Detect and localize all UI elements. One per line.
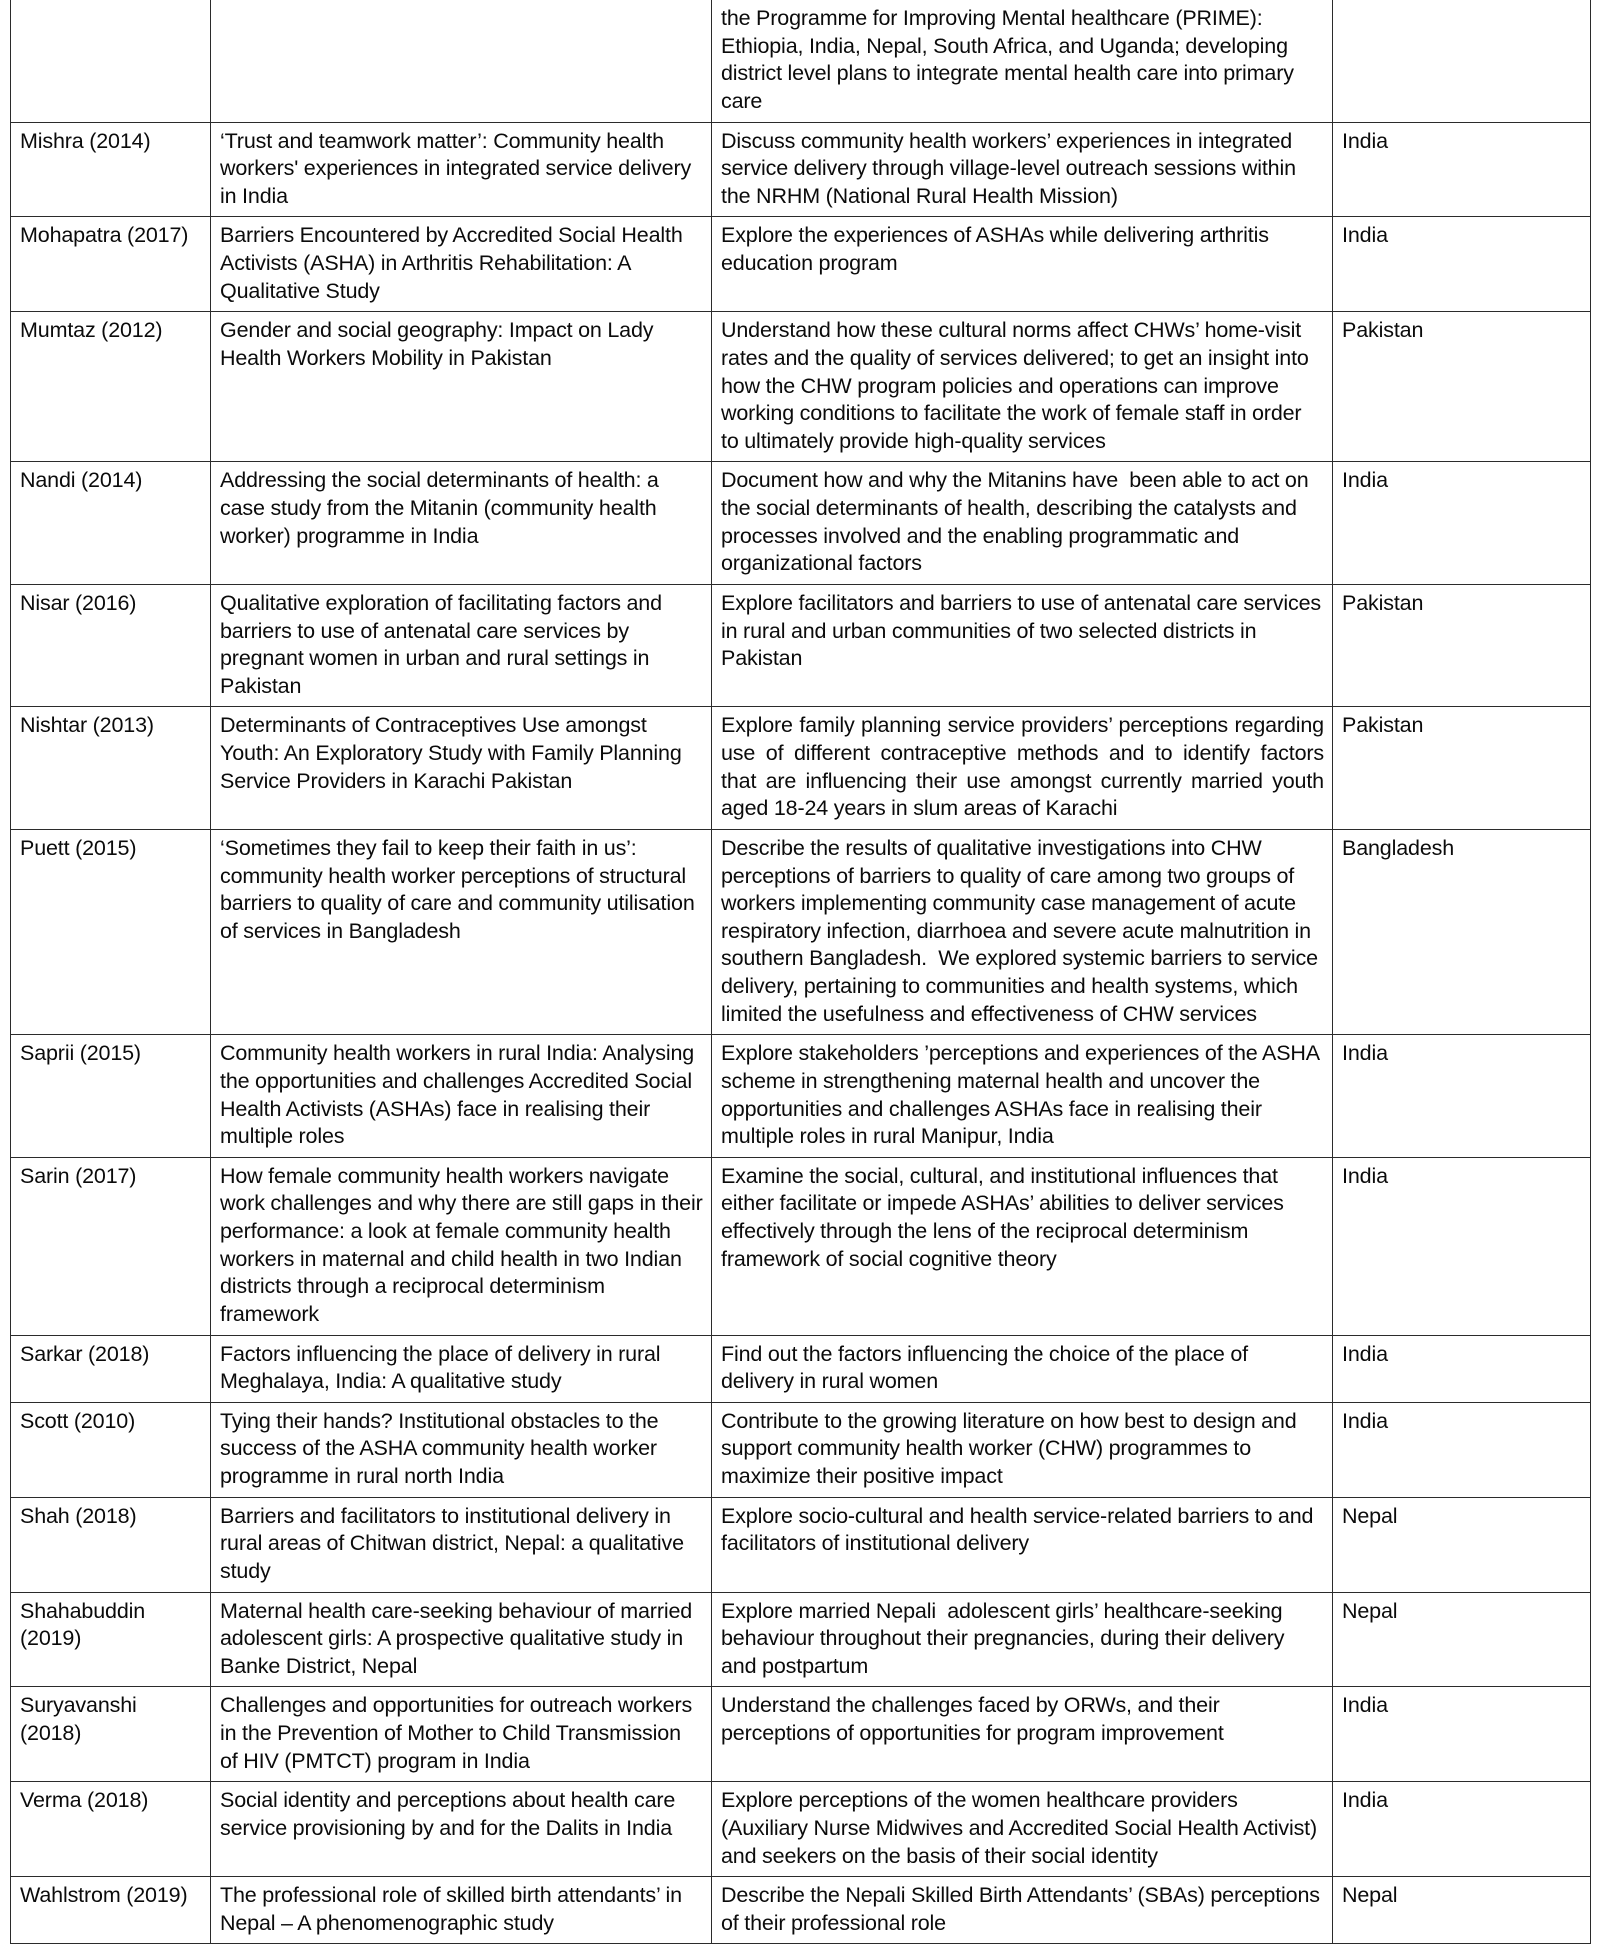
cell-author-text: Nishtar (2013) [20, 713, 154, 738]
table-row [11, 1402, 1591, 1497]
cell-author [11, 1497, 211, 1592]
cell-title [211, 1687, 712, 1782]
cell-author [11, 217, 211, 312]
cell-aim-text: Discuss community health workers’ experiences in integrated service delivery through village-level outreach sessions within the NRHM (National Rural Health Mission) [721, 128, 1302, 208]
cell-title-text: Determinants of Contraceptives Use amongst Youth: An Exploratory Study with Family Planning Service Providers in Karachi Pakistan [220, 713, 688, 793]
cell-author-text: Wahlstrom (2019) [20, 1883, 188, 1908]
cell-aim-text: the Programme for Improving Mental healthcare (PRIME): Ethiopia, India, Nepal, South Africa, and Uganda; developing district level plans to integrate mental health care into primary care [721, 6, 1300, 113]
table-row [11, 217, 1591, 312]
cell-country-text: Nepal [1342, 1503, 1398, 1528]
table-row [11, 1035, 1591, 1158]
cell-author [11, 1035, 211, 1158]
table-row [11, 122, 1591, 217]
cell-aim [712, 1782, 1333, 1877]
table-row [11, 707, 1591, 830]
cell-country [1333, 462, 1591, 585]
table-row [11, 1782, 1591, 1877]
cell-title-text: Challenges and opportunities for outreach workers in the Prevention of Mother to Child Transmission of HIV (PMTCT) program in India [220, 1693, 698, 1773]
cell-country-text: Nepal [1342, 1598, 1398, 1623]
cell-author [11, 1402, 211, 1497]
cell-author [11, 1687, 211, 1782]
cell-author-text: Mishra (2014) [20, 128, 151, 153]
cell-title [211, 217, 712, 312]
cell-title [211, 1402, 712, 1497]
cell-author-text: Verma (2018) [20, 1788, 149, 1813]
cell-title [211, 829, 712, 1034]
cell-author-text: Nandi (2014) [20, 468, 143, 493]
cell-author [11, 829, 211, 1034]
cell-aim [712, 1877, 1333, 1944]
cell-country-text: India [1342, 1693, 1388, 1718]
cell-title [211, 1335, 712, 1402]
cell-author [11, 122, 211, 217]
cell-aim [712, 312, 1333, 462]
cell-title-text: ‘Trust and teamwork matter’: Community health workers' experiences in integrated service delivery in India [220, 128, 697, 208]
cell-title-text: Maternal health care-seeking behaviour of married adolescent girls: A prospective qualitative study in Banke District, Nepal [220, 1598, 698, 1678]
cell-aim [712, 1335, 1333, 1402]
cell-aim [712, 1402, 1333, 1497]
cell-author [11, 462, 211, 585]
cell-aim [712, 462, 1333, 585]
cell-title [211, 1497, 712, 1592]
cell-author-text: Suryavanshi (2018) [20, 1693, 143, 1745]
cell-aim-text: Understand how these cultural norms affect CHWs’ home-visit rates and the quality of services delivered; to get an insight into how the CHW program policies and operations can improve working conditions to facilitate the work of female staff in order to ultimately provide high-quality services [721, 318, 1315, 453]
cell-aim-text: Explore family planning service providers’ perceptions regarding use of different contraceptive methods and to identify factors that are influencing their use amongst currently married youth aged 18-24 years in slum areas of Karachi [721, 713, 1330, 821]
cell-title [211, 584, 712, 707]
cell-author [11, 1592, 211, 1687]
cell-title-text: Factors influencing the place of delivery in rural Meghalaya, India: A qualitative study [220, 1341, 667, 1394]
cell-aim-text: Describe the Nepali Skilled Birth Attendants’ (SBAs) perceptions of their professional role [721, 1883, 1326, 1935]
cell-aim-text: Explore perceptions of the women healthcare providers (Auxiliary Nurse Midwives and Accredited Social Health Activist) and seekers on the basis of their social identity [721, 1788, 1323, 1868]
cell-country-text: Pakistan [1342, 318, 1424, 343]
cell-aim [712, 1592, 1333, 1687]
cell-title-text: Barriers Encountered by Accredited Social Health Activists (ASHA) in Arthritis Rehabilitation: A Qualitative Study [220, 223, 688, 303]
cell-country [1333, 1402, 1591, 1497]
cell-country [1333, 707, 1591, 830]
cell-aim [712, 0, 1333, 122]
cell-aim [712, 1497, 1333, 1592]
cell-author-text: Mohapatra (2017) [20, 223, 189, 248]
cell-title-text: Barriers and facilitators to institutional delivery in rural areas of Chitwan district, Nepal: a qualitative study [220, 1503, 690, 1583]
table-row [11, 0, 1591, 122]
cell-title-text: The professional role of skilled birth attendants’ in Nepal – A phenomenographic study [220, 1883, 688, 1935]
cell-aim [712, 217, 1333, 312]
cell-aim-text: Explore the experiences of ASHAs while delivering arthritis education program [721, 223, 1275, 275]
cell-country [1333, 829, 1591, 1034]
cell-author-text: Nisar (2016) [20, 590, 137, 615]
cell-country-text: India [1342, 1163, 1388, 1188]
cell-aim [712, 584, 1333, 707]
cell-country-text: Pakistan [1342, 713, 1424, 738]
cell-aim-text: Describe the results of qualitative investigations into CHW perceptions of barriers to quality of care among two groups of workers implementing community case management of acute respiratory infection, diarrhoea and severe acute malnutrition in southern Bangladesh. We explored systemic barriers to service delivery, pertaining to communities and health systems, which limited the usefulness and effectiveness of CHW services [721, 835, 1324, 1026]
cell-author-text: Puett (2015) [20, 835, 137, 860]
cell-title [211, 1592, 712, 1687]
cell-country [1333, 1782, 1591, 1877]
cell-country-text: India [1342, 1041, 1388, 1066]
cell-author-text: Saprii (2015) [20, 1041, 141, 1066]
cell-title [211, 462, 712, 585]
cell-country [1333, 122, 1591, 217]
cell-country [1333, 312, 1591, 462]
cell-author-text: Shahabuddin (2019) [20, 1598, 151, 1651]
cell-country-text: Pakistan [1342, 590, 1424, 615]
table-row [11, 1877, 1591, 1944]
cell-author-text: Mumtaz (2012) [20, 318, 163, 343]
cell-author [11, 1335, 211, 1402]
cell-aim [712, 707, 1333, 830]
cell-author [11, 584, 211, 707]
cell-country-text: Bangladesh [1342, 835, 1455, 860]
cell-country-text: Nepal [1342, 1883, 1398, 1908]
cell-title-text: Gender and social geography: Impact on Lady Health Workers Mobility in Pakistan [220, 318, 660, 370]
cell-country [1333, 584, 1591, 707]
table-row [11, 829, 1591, 1034]
cell-title-text: Tying their hands? Institutional obstacles to the success of the ASHA community health worker programme in rural north India [220, 1408, 665, 1488]
cell-title [211, 312, 712, 462]
cell-country-text: India [1342, 1408, 1388, 1433]
cell-country [1333, 1035, 1591, 1158]
cell-author [11, 707, 211, 830]
cell-author [11, 1877, 211, 1944]
cell-country [1333, 1592, 1591, 1687]
cell-aim-text: Document how and why the Mitanins have been able to act on the social determinants of health, describing the catalysts and processes involved and the enabling programmatic and organizational factors [721, 468, 1315, 576]
cell-title-text: How female community health workers navigate work challenges and why there are still gaps in their performance: a look at female community health workers in maternal and child health in two Indian districts through a reciprocal determinism framework [220, 1163, 709, 1326]
cell-country [1333, 0, 1591, 122]
cell-aim-text: Explore stakeholders ’perceptions and experiences of the ASHA scheme in strengthening maternal health and uncover the opportunities and challenges ASHAs face in realising their multiple roles in rural Manipur, India [721, 1041, 1325, 1149]
cell-country [1333, 1497, 1591, 1592]
cell-author [11, 312, 211, 462]
cell-country [1333, 1687, 1591, 1782]
cell-aim [712, 122, 1333, 217]
table-row [11, 1687, 1591, 1782]
table-row [11, 1157, 1591, 1335]
cell-aim-text: Explore socio-cultural and health service-related barriers to and facilitators of institutional delivery [721, 1503, 1319, 1556]
cell-author [11, 1157, 211, 1335]
cell-country [1333, 1335, 1591, 1402]
cell-author [11, 1782, 211, 1877]
cell-aim [712, 1687, 1333, 1782]
cell-title [211, 1035, 712, 1158]
cell-aim-text: Contribute to the growing literature on how best to design and support community health worker (CHW) programmes to maximize their positive impact [721, 1408, 1303, 1488]
cell-country [1333, 1877, 1591, 1944]
table-row [11, 462, 1591, 585]
cell-title [211, 122, 712, 217]
cell-title [211, 1782, 712, 1877]
cell-author-text: Shah (2018) [20, 1503, 137, 1528]
cell-aim-text: Explore married Nepali adolescent girls’ healthcare-seeking behaviour throughout their pregnancies, during their delivery and postpartum [721, 1598, 1290, 1678]
cell-aim [712, 1035, 1333, 1158]
cell-country-text: India [1342, 1341, 1388, 1366]
cell-title-text: Community health workers in rural India: Analysing the opportunities and challenges Accredited Social Health Activists (ASHAs) face in realising their multiple roles [220, 1041, 700, 1149]
cell-country-text: India [1342, 1788, 1388, 1813]
cell-aim-text: Explore facilitators and barriers to use of antenatal care services in rural and urban communities of two selected districts in Pakistan [721, 590, 1327, 671]
cell-title [211, 1877, 712, 1944]
cell-author-text: Scott (2010) [20, 1408, 136, 1433]
cell-title-text: Social identity and perceptions about health care service provisioning by and for the Dalits in India [220, 1788, 681, 1840]
table-row [11, 1335, 1591, 1402]
cell-aim-text: Examine the social, cultural, and institutional influences that either facilitate or impede ASHAs’ abilities to deliver services effectively through the lens of the reciprocal determinism framework of social cognitive theory [721, 1163, 1290, 1271]
cell-country [1333, 1157, 1591, 1335]
cell-author-text: Sarkar (2018) [20, 1341, 150, 1366]
cell-aim [712, 1157, 1333, 1335]
table-row [11, 1497, 1591, 1592]
cell-title-text: ‘Sometimes they fail to keep their faith in us’: community health worker perceptions of structural barriers to quality of care and community utilisation of services in Bangladesh [220, 835, 701, 943]
cell-author-text: Sarin (2017) [20, 1163, 137, 1188]
cell-aim-text: Find out the factors influencing the choice of the place of delivery in rural women [721, 1341, 1254, 1394]
table-row [11, 312, 1591, 462]
literature-review-table [10, 0, 1591, 1944]
cell-title-text: Qualitative exploration of facilitating factors and barriers to use of antenatal care services by pregnant women in urban and rural settings in Pakistan [220, 590, 668, 698]
cell-country-text: India [1342, 223, 1388, 248]
table-row [11, 1592, 1591, 1687]
cell-title [211, 1157, 712, 1335]
cell-country-text: India [1342, 468, 1388, 493]
cell-aim [712, 829, 1333, 1034]
table-body [11, 0, 1591, 1944]
cell-title [211, 0, 712, 122]
cell-aim-text: Understand the challenges faced by ORWs, and their perceptions of opportunities for program improvement [721, 1693, 1226, 1745]
table-row [11, 584, 1591, 707]
cell-title-text: Addressing the social determinants of health: a case study from the Mitanin (community health worker) programme in India [220, 468, 665, 548]
cell-country-text: India [1342, 128, 1388, 153]
cell-title [211, 707, 712, 830]
cell-author [11, 0, 211, 122]
cell-country [1333, 217, 1591, 312]
